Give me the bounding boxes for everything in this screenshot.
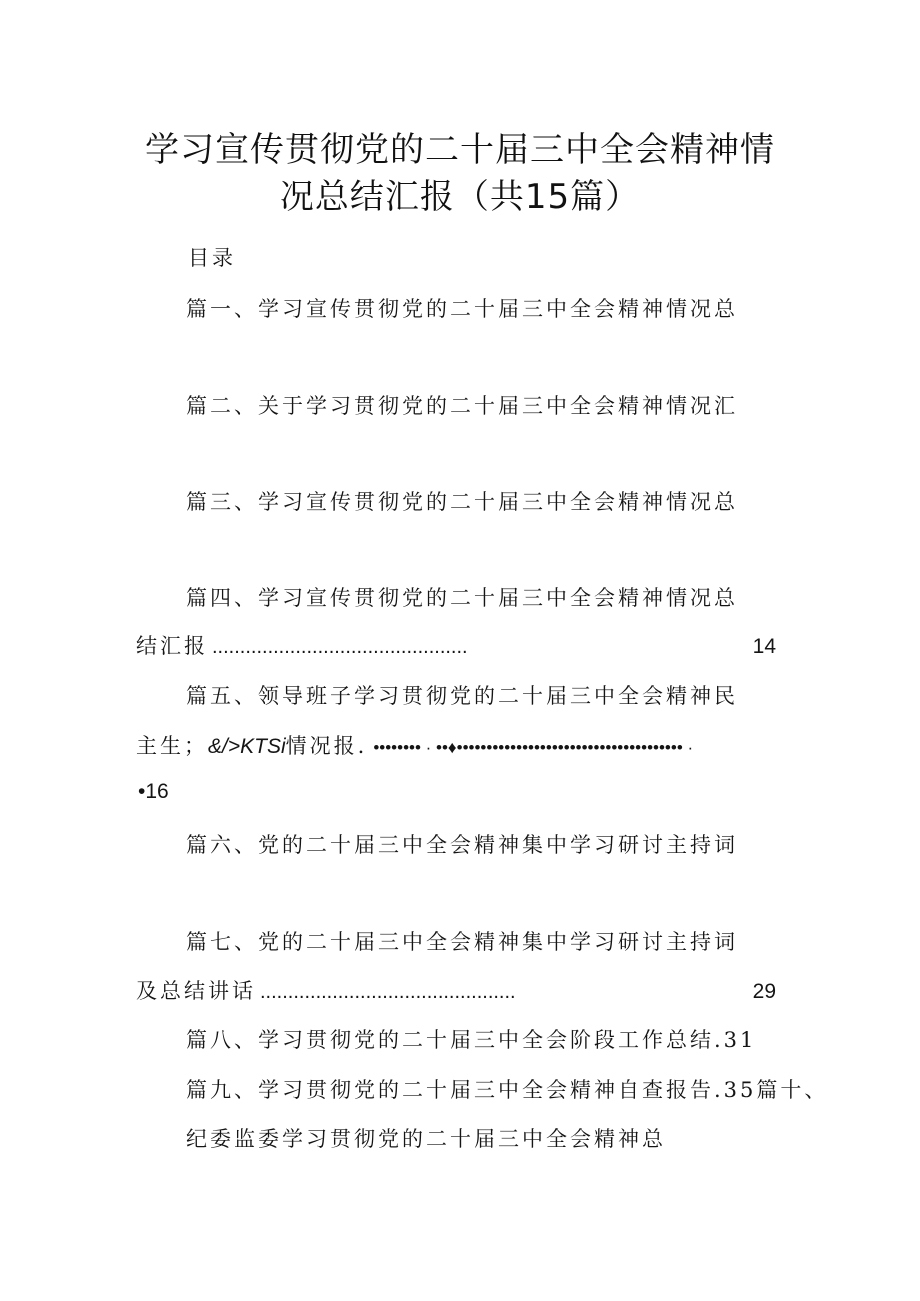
toc-entry-5-leader: •••••••• · ••♦•••••••••••••••••••••••••••••••••••••• · — [373, 738, 694, 757]
toc-entry-4-line-1[interactable]: 篇四、学习宣传贯彻党的二十届三中全会精神情况总 — [186, 586, 738, 610]
toc-entry-7-line-1[interactable]: 篇七、党的二十届三中全会精神集中学习研讨主持词 — [186, 930, 738, 954]
toc-entry-5-garbled-text: &/>KTSi — [208, 735, 286, 758]
toc-entry-5-prefix: 主生； — [136, 734, 208, 758]
toc-entry-1[interactable]: 篇一、学习宣传贯彻党的二十届三中全会精神情况总 — [186, 297, 738, 321]
document-title-line-1: 学习宣传贯彻党的二十届三中全会精神情 — [145, 130, 775, 170]
toc-entry-3[interactable]: 篇三、学习宣传贯彻党的二十届三中全会精神情况总 — [186, 490, 738, 514]
toc-entry-2[interactable]: 篇二、关于学习贯彻党的二十届三中全会精神情况汇 — [186, 394, 738, 418]
toc-entry-7-text: 及总结讲话 — [136, 979, 256, 1003]
toc-entry-5-line-1[interactable]: 篇五、领导班子学习贯彻党的二十届三中全会精神民 — [186, 684, 738, 708]
toc-entry-5-suffix: 情况报. — [285, 734, 368, 758]
toc-entry-4-line-2[interactable] — [136, 630, 776, 660]
document-title-line-2: 况总结汇报（共15篇） — [279, 177, 641, 217]
toc-entry-10[interactable]: 纪委监委学习贯彻党的二十届三中全会精神总 — [186, 1127, 666, 1151]
toc-entry-7-line-2[interactable] — [136, 975, 776, 1005]
toc-entry-4-page: 14 — [752, 635, 776, 658]
toc-heading: 目录 — [188, 246, 236, 270]
toc-entry-7-leader: .............................................. — [260, 981, 516, 1003]
toc-entry-7-page: 29 — [752, 980, 776, 1003]
toc-entry-4-leader: .............................................. — [212, 636, 468, 658]
toc-entry-6[interactable]: 篇六、党的二十届三中全会精神集中学习研讨主持词 — [186, 833, 738, 857]
toc-entry-5-line-2[interactable] — [136, 730, 766, 760]
toc-entry-9[interactable]: 篇九、学习贯彻党的二十届三中全会精神自查报告.35篇十、 — [186, 1078, 829, 1102]
toc-entry-5-page: •16 — [138, 780, 169, 803]
toc-entry-8[interactable]: 篇八、学习贯彻党的二十届三中全会阶段工作总结.31 — [186, 1028, 757, 1052]
toc-entry-4-text: 结汇报 — [136, 634, 208, 658]
